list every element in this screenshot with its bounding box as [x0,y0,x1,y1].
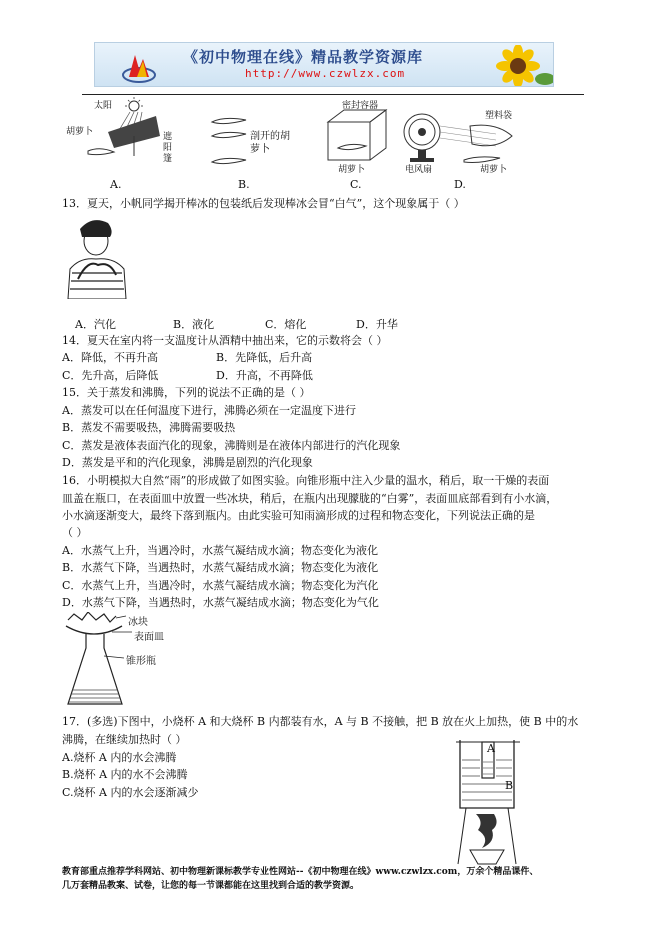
q12-option-c: C. [350,178,362,191]
q13-option-a: A．汽化 [75,318,116,331]
q17-option-b: B.烧杯 A 内的水不会沸腾 [62,768,188,781]
label-cut-carrot: 剖开的胡萝卜 [250,131,290,155]
q16-option-a: A．水蒸气上升，当遇冷时，水蒸气凝结成水滴；物态变化为液化 [62,544,378,557]
q16-option-d: D．水蒸气下降，当遇热时，水蒸气凝结成水滴；物态变化为气化 [62,596,379,609]
q12-option-a: A. [110,178,122,191]
q12-figures [60,96,600,192]
q17-beaker-figure [456,738,520,866]
q14-option-a: A．降低，不再升高 [62,351,158,364]
label-carrot-d: 胡萝卜 [480,165,508,175]
q17-stem-line-1: 17．(多选)下图中，小烧杯 A 和大烧杯 B 内都装有水，A 与 B 不接触，把 B 放在火上加热，使 B 中的水 [62,715,579,728]
label-beaker-b: B [505,779,514,792]
q14-option-c: C．先升高，后降低 [62,369,159,382]
header-rule [82,94,584,95]
label-carrot-c: 胡萝卜 [338,165,366,175]
footer-line-2: 几万套精品教案、试卷，让您的每一节课都能在这里找到合适的教学资源。 [62,881,360,891]
q15-option-a: A．蒸发可以在任何温度下进行，沸腾必须在一定温度下进行 [62,404,356,417]
label-ice: 冰块 [128,617,148,628]
q14-option-b: B．先降低，后升高 [216,351,313,364]
sunflower-icon [483,45,553,87]
q16-stem-line-3: 小水滴逐渐变大，最终下落到瓶内。由此实验可知雨滴形成的过程和物态变化，下列说法正确的是 [62,509,535,522]
label-shade: 遮阳篷 [163,132,173,164]
q16-option-c: C．水蒸气上升，当遇冷时，水蒸气凝结成水滴；物态变化为汽化 [62,579,379,592]
label-sun: 太阳 [94,101,113,111]
figure-c-sealed-container [322,108,392,168]
q15-option-b: B．蒸发不需要吸热，沸腾需要吸热 [62,421,236,434]
q16-stem-line-2: 皿盖在瓶口，在表面皿中放置一些冰块，稍后，在瓶内出现朦胧的“白雾”，表面皿底部看到有小水滴， [62,492,558,505]
q16-option-b: B．水蒸气下降，当遇热时，水蒸气凝结成水滴；物态变化为液化 [62,561,379,574]
banner-url: http://www.czwlzx.com [245,67,406,80]
q12-option-b: B. [238,178,250,191]
q13-stem: 13．夏天，小帆同学揭开棒冰的包装纸后发现棒冰会冒“白气”，这个现象属于（ ） [62,197,465,210]
q16-stem-line-1: 16．小明模拟大自然“雨”的形成做了如图实验。向锥形瓶中注入少量的温水，稍后，取一干燥的表面 [62,474,550,487]
header-banner [94,42,554,87]
q13-option-c: C．熔化 [265,318,307,331]
q13-option-b: B．液化 [173,318,215,331]
q17-option-c: C.烧杯 A 内的水会逐渐减少 [62,786,199,799]
q14-option-d: D．升高，不再降低 [216,369,313,382]
q13-boy-figure [62,213,132,299]
q17-stem-line-2: 沸腾，在继续加热时（ ） [62,733,187,746]
q16-stem-line-4: （ ） [62,526,88,539]
label-beaker-a: A [487,742,495,755]
q17-option-a: A.烧杯 A 内的水会沸腾 [62,751,177,764]
q15-option-c: C．蒸发是液体表面汽化的现象，沸腾则是在液体内部进行的汽化现象 [62,439,401,452]
label-watch-glass: 表面皿 [134,632,164,643]
q15-option-d: D．蒸发是平和的汽化现象，沸腾是剧烈的汽化现象 [62,456,313,469]
q13-option-d: D．升华 [356,318,398,331]
q12-option-d: D. [454,178,466,191]
banner-title: 《初中物理在线》精品教学资源库 [183,48,424,66]
site-logo-icon [119,47,159,85]
label-container: 密封容器 [342,101,379,111]
q14-stem: 14．夏天在室内将一支温度计从酒精中抽出来，它的示数将会（ ） [62,334,388,347]
footer-line-1: 教育部重点推荐学科网站、初中物理新课标教学专业性网站--《初中物理在线》www.czwlzx.com，万余个精品课件、 [62,867,539,877]
label-fan: 电风扇 [405,165,433,175]
label-carrot-a: 胡萝卜 [66,127,94,137]
label-flask: 锥形瓶 [126,656,156,667]
q15-stem: 15．关于蒸发和沸腾，下列的说法不正确的是（ ） [62,386,311,399]
label-bag: 塑料袋 [485,111,513,121]
